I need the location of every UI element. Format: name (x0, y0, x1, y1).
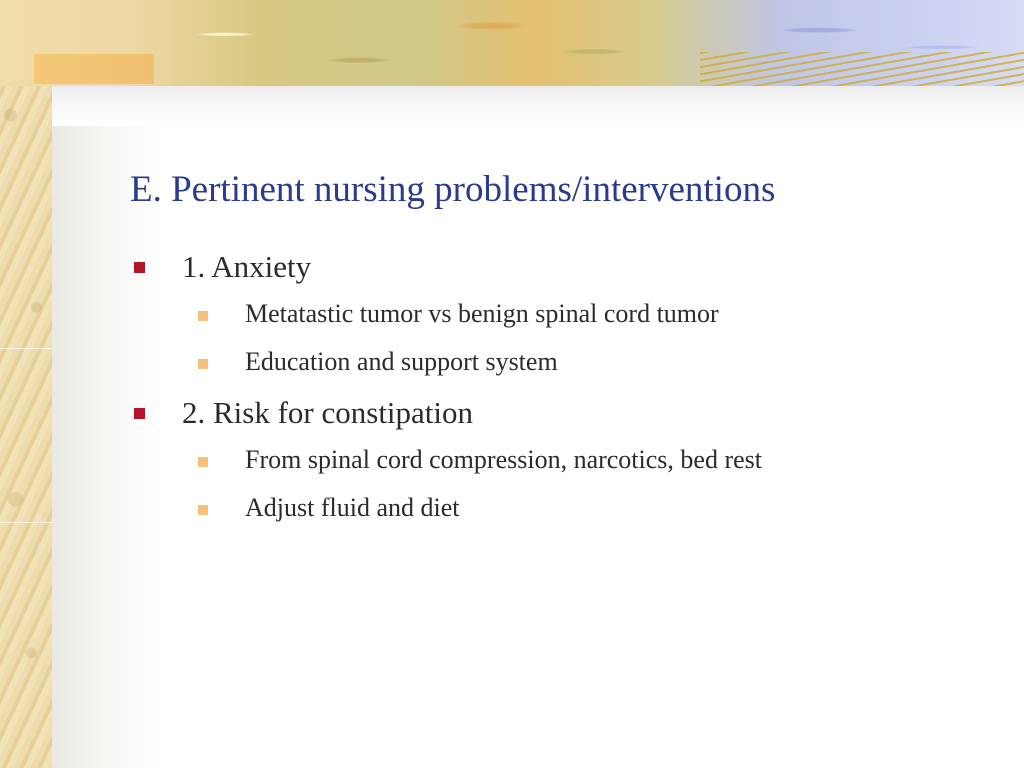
sub-bullet-item (130, 444, 990, 476)
sub-bullet-item (130, 492, 990, 524)
slide-body (130, 248, 990, 540)
sub-bullet-item (130, 346, 990, 378)
sub-bullet-text: From spinal cord compression, narcotics, bed rest (245, 445, 762, 474)
sub-bullet-text: Metatastic tumor vs benign spinal cord tumor (245, 299, 719, 328)
square-bullet-icon (198, 505, 208, 515)
banner-grass-pattern (700, 52, 1024, 86)
slide-title: E. Pertinent nursing problems/interventions (130, 169, 776, 210)
left-decorative-strip (0, 0, 53, 768)
square-bullet-icon (198, 359, 208, 369)
square-bullet-icon (198, 311, 208, 321)
bullet-item-anxiety (130, 248, 990, 286)
sub-bullet-text: Education and support system (245, 347, 558, 376)
square-bullet-icon (198, 457, 208, 467)
strip-seam (0, 348, 52, 349)
top-shade (52, 86, 1024, 126)
sub-bullet-text: Adjust fluid and diet (245, 493, 460, 522)
top-decorative-banner (0, 0, 1024, 86)
strip-seam (0, 522, 52, 523)
bullet-text: 2. Risk for constipation (182, 395, 474, 430)
square-bullet-icon (134, 262, 145, 273)
square-bullet-icon (134, 408, 145, 419)
sub-bullet-item (130, 298, 990, 330)
bullet-text: 1. Anxiety (182, 249, 312, 284)
bullet-item-constipation (130, 394, 990, 432)
